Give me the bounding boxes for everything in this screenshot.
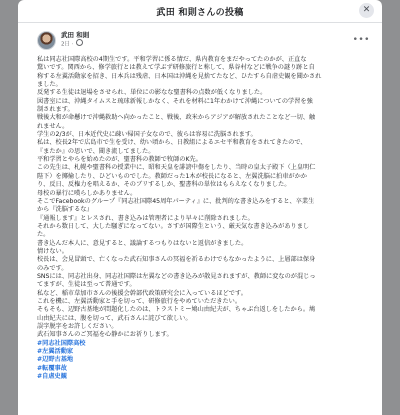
post-text-line: 情けない。 (37, 247, 68, 255)
post-text-line: 学生の2/3が、日本近代史に疎い帰国子女なので、彼らは容易に洗脳されます。 (37, 131, 257, 139)
post-text-line: 戦後大和が命懸けで沖縄救助へ向かったこと、戦後、政米からアジアが解放されたことなど一切、触 (37, 114, 316, 122)
post-text-line: 校長は、会見冒頭で、亡くなった武石知事さんの冥福を祈るわけでもなかったように、上層部は保身 (37, 256, 316, 264)
hashtag-link[interactable]: #左翼活動家 (37, 348, 74, 356)
post-text-line: これを機に、左翼活動家と手を切って、研修旅行をやめていただきたい。 (37, 297, 242, 305)
hashtag-link[interactable]: #同志社国際高校 (37, 339, 86, 347)
post-time (61, 39, 89, 49)
more-options-icon[interactable]: ••• (352, 34, 370, 45)
post-text-line: のみです。 (37, 264, 68, 272)
dialog-header (18, 0, 382, 23)
post-text-line: てますが、生徒は至って普通です。 (37, 281, 136, 289)
post-text-line: 『またか』の思いで、聞き流してました。 (37, 147, 155, 155)
post-text-line: 驚いです。関西から、修学旅行とは教えて学ぶず研修旅行と称して、県谷村などに戦争の謎り跡と自 (37, 64, 315, 72)
post-text-line: た。 (37, 231, 50, 239)
post-timestamp[interactable]: 2日 · (61, 41, 76, 48)
post-text-line: そこでFacebookのグループ『同志社国際45周年パーティ』に、批判的な書き込みをすると、卒業生 (37, 197, 315, 205)
post-text-line: 山由紀夫には、腹を切って、武石さんに詫びて欲しい。 (37, 314, 192, 322)
post-body (37, 56, 372, 381)
hashtag-link[interactable]: #辺野古基地 (37, 356, 74, 364)
post-text-line: 制されます。 (37, 106, 74, 114)
post-text-line: 陛下）を揶揄したり、ひどいものでした。教師だった1木が校長になると、左翼洗脳に拍車がかか (37, 172, 307, 180)
post-author-row (37, 29, 372, 51)
post (18, 23, 382, 381)
post-text-line: 図書室には、沖縄タイムスと琉球新報しかなく、それを材料に1年わかけて沖縄についての学習を強 (37, 97, 313, 105)
post-text-line: 私など、稲市草加市さんの後援会幹部代政策研究会に入っているほどです。 (37, 289, 247, 297)
post-text-line: 私は同志社国際高校の4期生です。平和学習に係る情だ、県内教育をまだやってたのかが、正直な (37, 56, 307, 63)
post-text-line: 称する左翼活動家を招き、日本兵は残虐、日本国は沖縄を見捨てたなど、ひたすら自虐史観を聞かされ (37, 72, 322, 80)
post-text-line: 武石知事さんのご冥福を心静かにお祈りします。 (37, 331, 173, 339)
post-text-line: 反発する生徒は退場をさせられ、単位にの影なな聖書科の点数が低くなりました。 (37, 89, 267, 97)
post-text-line: 母校の暴行に嘆らしかありません。 (37, 189, 137, 197)
post-text-line: り、反日、反権力を唱えるか、そのブリするしか、聖書科の単位はもらえなくなりました。 (37, 181, 291, 189)
hashtag-link[interactable]: #自虐史観 (37, 373, 67, 381)
author-meta (61, 31, 89, 49)
post-text-line: そもそも、辺野古基地が問題化したのは、トラストミー鳩山由紀夫が、ちゃぶ台返しをしたから。鳩 (37, 306, 316, 314)
hashtag-link[interactable]: #転覆事故 (37, 364, 67, 372)
post-dialog (18, 0, 382, 415)
post-text-line: から『洗脳するな』 (37, 206, 93, 214)
post-text-line: この先生は、札幌や聖書科の授業中に、昭和天皇を誹謗中傷をしたり、当時の皇太子殿下（上皇明仁 (37, 164, 316, 172)
globe-icon (76, 39, 83, 46)
post-text-line: それから数日して、大した騒ぎになってない。さすが国際生という、厳天気な書き込みがありまし (37, 222, 310, 230)
post-text-line: 私は、校長2年で広島市で生を受け、幼い頃から、日教組によるエセ平和教育をされてきたので、 (37, 139, 307, 147)
post-text-line: ました。 (37, 81, 62, 89)
avatar[interactable] (37, 31, 56, 50)
post-text-line: 誤字脱字をお許しください。 (37, 323, 118, 330)
post-text-line: 平和学習とやらを始めたのが、聖書科の教師で牧師のK先。 (37, 156, 202, 164)
post-text-line: 『通報します』とレスされ、書き込みは管理者により早々に削除されました。 (37, 214, 254, 222)
post-text-line: れません。 (37, 122, 69, 130)
post-text-line: 書き込んだ本人に、意見すると、議論するつもりはないと返信がきました。 (37, 239, 248, 247)
post-text-line: SNSには、同志社出身、同志社国際は左翼などの書き込みが散見されますが、教師に変なのが混じっ (37, 272, 316, 280)
dialog-title: 武田 和則さんの投稿 (156, 8, 244, 18)
author-name[interactable]: 武田 和則 (61, 31, 90, 40)
close-icon[interactable]: ✕ (359, 3, 374, 18)
